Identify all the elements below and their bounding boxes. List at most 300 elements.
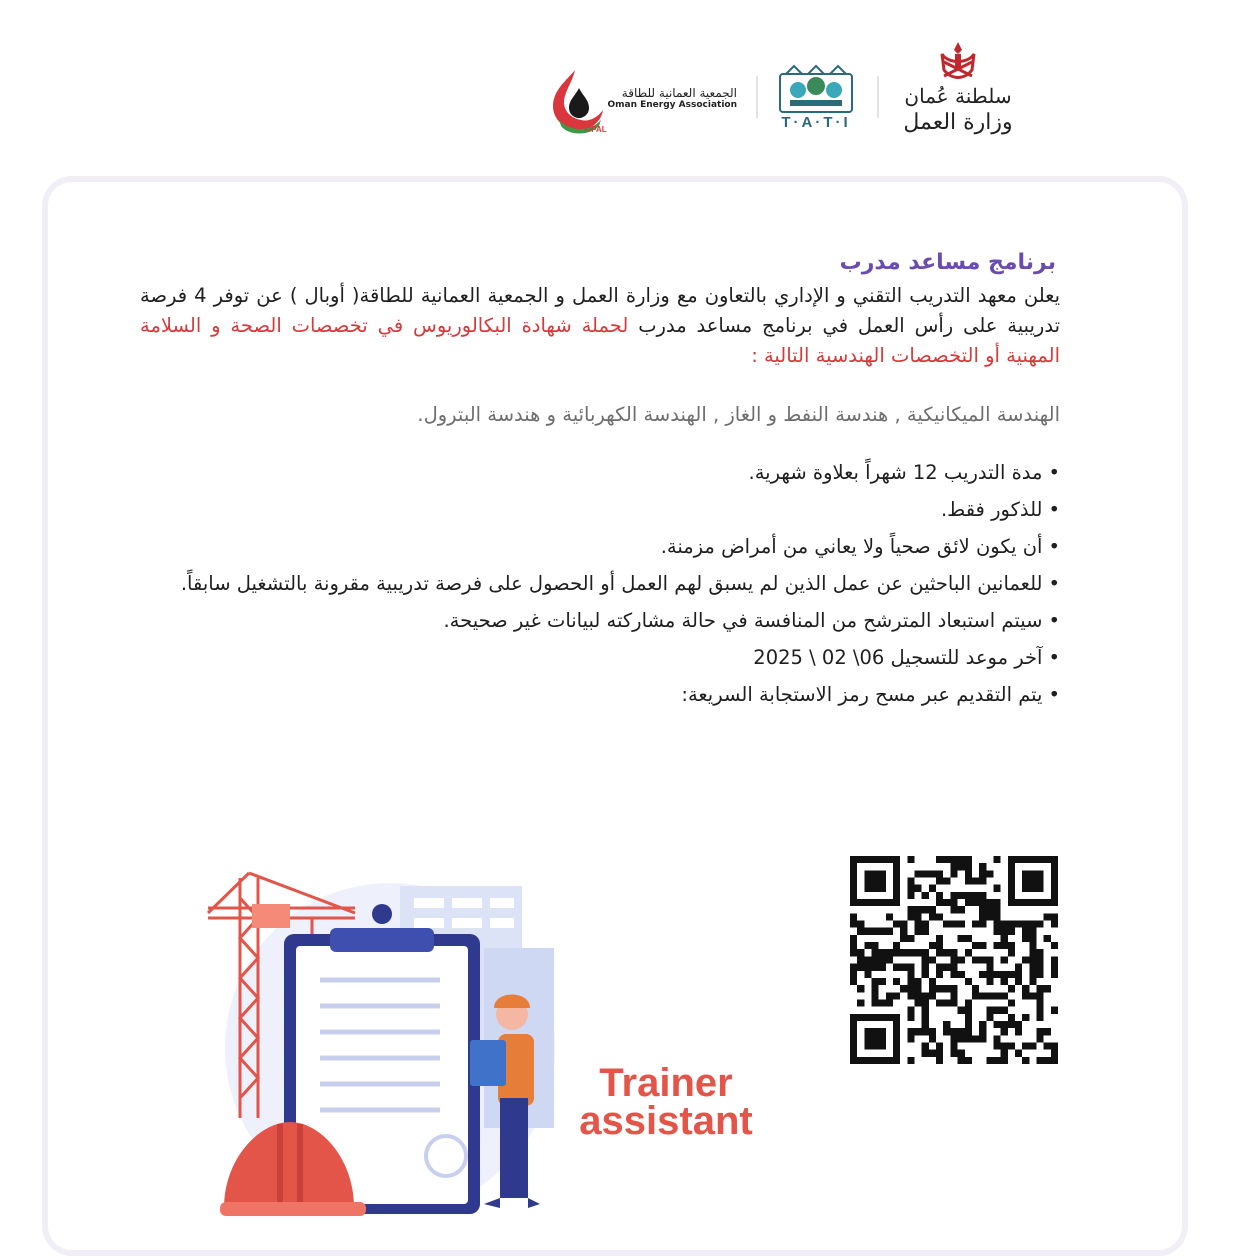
qr-module (857, 985, 864, 992)
qr-module (950, 906, 957, 913)
qr-module (943, 1028, 950, 1035)
qr-module (972, 892, 979, 899)
qr-module (879, 856, 886, 863)
qr-module (879, 1057, 886, 1064)
qr-module (929, 870, 936, 877)
qr-module (936, 870, 943, 877)
qr-module (958, 1035, 965, 1042)
qr-module (1008, 971, 1015, 978)
qr-module (943, 878, 950, 885)
qr-module (922, 971, 929, 978)
qr-module (857, 999, 864, 1006)
qr-module (1036, 949, 1043, 956)
qr-module (872, 964, 879, 971)
qr-module (850, 971, 857, 978)
condition-text: سيتم استبعاد المترشح من المنافسة في حالة مشاركته لبيانات غير صحيحة. (443, 609, 1043, 632)
qr-module (972, 985, 979, 992)
qr-module (1029, 1042, 1036, 1049)
qr-module (893, 899, 900, 906)
qr-module (893, 863, 900, 870)
qr-module (915, 1028, 922, 1035)
post-content (140, 250, 1060, 715)
qr-module (950, 971, 957, 978)
qr-module (965, 870, 972, 877)
qr-module (1029, 921, 1036, 928)
qr-module (979, 863, 986, 870)
qr-module (1001, 928, 1008, 935)
qr-module (972, 942, 979, 949)
opal-name-ar: الجمعية العمانية للطاقة (621, 86, 737, 100)
qr-module (1036, 856, 1043, 863)
qr-module (950, 964, 957, 971)
qr-module (1001, 956, 1008, 963)
qr-module (965, 1014, 972, 1021)
qr-module (907, 906, 914, 913)
qr-module (993, 1042, 1000, 1049)
qr-module (972, 878, 979, 885)
qr-module (950, 863, 957, 870)
qr-module (857, 949, 864, 956)
qr-module (929, 1035, 936, 1042)
condition-text: يتم التقديم عبر مسح رمز الاستجابة السريعة: (681, 683, 1043, 706)
qr-module (950, 870, 957, 877)
qr-module (872, 956, 879, 963)
list-item (140, 604, 1060, 638)
qr-module (943, 949, 950, 956)
condition-text: مدة التدريب 12 شهراً بعلاوة شهرية. (748, 461, 1043, 484)
qr-module (979, 870, 986, 877)
post-intro (140, 281, 1060, 371)
qr-module (907, 1014, 914, 1021)
qr-module (850, 964, 857, 971)
qr-module (943, 964, 950, 971)
qr-module (1051, 885, 1058, 892)
qr-module (936, 964, 943, 971)
qr-module (879, 956, 886, 963)
qr-module (950, 1035, 957, 1042)
qr-module (950, 949, 957, 956)
qr-module (1036, 1035, 1043, 1042)
list-item (140, 493, 1060, 527)
qr-module (993, 899, 1000, 906)
qr-module (929, 978, 936, 985)
qr-module (850, 935, 857, 942)
qr-module (1036, 971, 1043, 978)
qr-module (1029, 899, 1036, 906)
qr-module (972, 992, 979, 999)
qr-module (893, 1028, 900, 1035)
qr-module (972, 899, 979, 906)
qr-module (900, 964, 907, 971)
qr-module (900, 985, 907, 992)
qr-module (915, 921, 922, 928)
qr-code-icon[interactable] (850, 856, 1058, 1064)
qr-module (1001, 1042, 1008, 1049)
qr-module (850, 921, 857, 928)
qr-module (993, 921, 1000, 928)
qr-module (1051, 964, 1058, 971)
qr-module (893, 856, 900, 863)
qr-module (1001, 978, 1008, 985)
qr-module (850, 863, 857, 870)
qr-module (907, 1035, 914, 1042)
qr-module (1044, 935, 1051, 942)
qr-module (1015, 1021, 1022, 1028)
qr-module (850, 1021, 857, 1028)
qr-module (1051, 878, 1058, 885)
qr-module (1029, 942, 1036, 949)
qr-module (936, 892, 943, 899)
qr-module (864, 1057, 871, 1064)
qr-module (864, 856, 871, 863)
qr-module (965, 999, 972, 1006)
qr-module (872, 878, 879, 885)
qr-module (1029, 971, 1036, 978)
qr-module (1036, 878, 1043, 885)
qr-module (1001, 1007, 1008, 1014)
qr-module (1008, 999, 1015, 1006)
qr-module (893, 892, 900, 899)
qr-module (936, 999, 943, 1006)
qr-module (986, 1014, 993, 1021)
qr-module (886, 999, 893, 1006)
illustration (200, 868, 580, 1228)
qr-module (993, 1035, 1000, 1042)
qr-module (1022, 899, 1029, 906)
qr-module (893, 1042, 900, 1049)
qr-module (1029, 935, 1036, 942)
qr-module (929, 885, 936, 892)
qr-module (993, 856, 1000, 863)
qr-module (1029, 964, 1036, 971)
qr-module (950, 892, 957, 899)
qr-module (872, 1042, 879, 1049)
qr-module (879, 978, 886, 985)
qr-module (1022, 856, 1029, 863)
qr-module (979, 878, 986, 885)
qr-module (872, 885, 879, 892)
qr-module (965, 899, 972, 906)
list-item (140, 530, 1060, 564)
qr-module (886, 856, 893, 863)
ministry-logo (896, 40, 1020, 140)
qr-module (907, 1057, 914, 1064)
qr-module (986, 899, 993, 906)
qr-module (907, 971, 914, 978)
list-item (140, 456, 1060, 490)
condition-text: للذكور فقط. (940, 498, 1043, 521)
qr-module (965, 856, 972, 863)
qr-module (979, 971, 986, 978)
qr-module (1029, 870, 1036, 877)
qr-module (1008, 870, 1015, 877)
qr-module (950, 992, 957, 999)
qr-module (950, 899, 957, 906)
qr-module (1036, 1014, 1043, 1021)
qr-module (857, 1014, 864, 1021)
qr-module (922, 921, 929, 928)
qr-module (958, 892, 965, 899)
caption-line2: assistant (579, 1099, 753, 1143)
condition-text: آخر موعد للتسجيل 06\ 02 \ 2025 (753, 646, 1043, 669)
qr-module (1044, 856, 1051, 863)
qr-module (936, 985, 943, 992)
qr-module (922, 870, 929, 877)
qr-module (993, 942, 1000, 949)
qr-module (958, 863, 965, 870)
list-item (140, 567, 1060, 601)
qr-module (872, 928, 879, 935)
qr-module (864, 942, 871, 949)
qr-module (857, 921, 864, 928)
qr-module (922, 1007, 929, 1014)
qr-module (907, 935, 914, 942)
qr-module (1051, 913, 1058, 920)
qr-module (872, 1028, 879, 1035)
qr-module (922, 1028, 929, 1035)
qr-module (1022, 921, 1029, 928)
qr-module (993, 885, 1000, 892)
qr-module (872, 899, 879, 906)
qr-module (879, 878, 886, 885)
qr-module (1008, 942, 1015, 949)
qr-module (958, 956, 965, 963)
qr-module (922, 956, 929, 963)
qr-module (979, 1035, 986, 1042)
qr-module (993, 992, 1000, 999)
qr-module (979, 1021, 986, 1028)
qr-module (993, 913, 1000, 920)
qr-module (872, 856, 879, 863)
qr-module (1036, 992, 1043, 999)
qr-module (915, 913, 922, 920)
qr-module (893, 942, 900, 949)
header-divider (877, 76, 879, 118)
qr-module (886, 1057, 893, 1064)
qr-module (872, 985, 879, 992)
qr-module (893, 921, 900, 928)
qr-module (1051, 1042, 1058, 1049)
qr-module (986, 913, 993, 920)
qr-module (1044, 1057, 1051, 1064)
qr-module (872, 1035, 879, 1042)
qr-module (965, 1035, 972, 1042)
qr-module (879, 1035, 886, 1042)
qr-module (872, 870, 879, 877)
tati-logo-icon (776, 64, 856, 114)
qr-module (986, 971, 993, 978)
bullet-icon: • (1048, 535, 1060, 558)
qr-module (850, 1035, 857, 1042)
intro-text: يعلن معهد التدريب التقني و الإداري بالتعاون مع وزارة العمل و الجمعية العمانية للطاقة( أوبال ) عن توفر 4 فرصة تدريبية على رأس العمل في برنامج مساعد مدرب (140, 284, 1060, 337)
qr-module (1008, 949, 1015, 956)
qr-module (1015, 921, 1022, 928)
qr-module (915, 978, 922, 985)
trainer-caption (556, 1061, 776, 1143)
qr-module (879, 870, 886, 877)
qr-module (993, 1007, 1000, 1014)
qr-module (1001, 935, 1008, 942)
qr-module (1022, 956, 1029, 963)
intro-highlight: لحملة شهادة البكالوريوس في تخصصات الصحة و السلامة المهنية أو التخصصات الهندسية التالية : (140, 314, 1060, 367)
qr-module (1029, 885, 1036, 892)
qr-module (958, 935, 965, 942)
qr-module (929, 956, 936, 963)
qr-module (1051, 921, 1058, 928)
qr-module (879, 1042, 886, 1049)
qr-module (972, 1035, 979, 1042)
qr-module (965, 949, 972, 956)
qr-module (936, 1057, 943, 1064)
qr-module (1036, 985, 1043, 992)
qr-module (1051, 971, 1058, 978)
qr-module (907, 992, 914, 999)
qr-module (1044, 899, 1051, 906)
qr-module (872, 999, 879, 1006)
qr-module (1044, 1042, 1051, 1049)
qr-module (850, 878, 857, 885)
qr-module (1001, 1057, 1008, 1064)
qr-module (1051, 942, 1058, 949)
qr-module (893, 1057, 900, 1064)
qr-module (936, 942, 943, 949)
qr-module (893, 870, 900, 877)
qr-module (864, 971, 871, 978)
qr-module (950, 921, 957, 928)
qr-module (900, 949, 907, 956)
qr-module (1036, 1057, 1043, 1064)
qr-module (929, 985, 936, 992)
qr-module (1044, 985, 1051, 992)
conditions-list (140, 456, 1060, 712)
qr-module (1022, 885, 1029, 892)
qr-module (950, 856, 957, 863)
qr-module (907, 913, 914, 920)
qr-module (1015, 978, 1022, 985)
qr-module (850, 899, 857, 906)
qr-module (1008, 856, 1015, 863)
qr-module (936, 899, 943, 906)
qr-module (857, 856, 864, 863)
qr-module (907, 856, 914, 863)
qr-module (922, 892, 929, 899)
qr-module (850, 913, 857, 920)
qr-module (893, 1021, 900, 1028)
bullet-icon: • (1048, 683, 1060, 706)
qr-module (1022, 935, 1029, 942)
opal-logo-icon (545, 66, 607, 134)
qr-module (929, 1028, 936, 1035)
qr-module (1015, 971, 1022, 978)
qr-module (1008, 1021, 1015, 1028)
qr-module (979, 892, 986, 899)
qr-module (950, 985, 957, 992)
qr-module (1022, 1057, 1029, 1064)
qr-module (972, 956, 979, 963)
qr-module (850, 1050, 857, 1057)
qr-module (864, 885, 871, 892)
qr-module (900, 935, 907, 942)
qr-module (1001, 992, 1008, 999)
qr-module (986, 978, 993, 985)
qr-module (907, 885, 914, 892)
qr-module (979, 899, 986, 906)
header-divider (756, 76, 758, 118)
qr-module (1008, 892, 1015, 899)
qr-module (943, 1021, 950, 1028)
qr-module (886, 949, 893, 956)
qr-module (907, 964, 914, 971)
qr-module (936, 935, 943, 942)
qr-module (965, 1007, 972, 1014)
qr-module (1022, 928, 1029, 935)
ministry-line2: وزارة العمل (903, 110, 1013, 135)
qr-module (864, 878, 871, 885)
opal-logo (545, 66, 745, 136)
condition-text: للعمانين الباحثين عن عمل الذين لم يسبق لهم العمل أو الحصول على فرصة تدريبية مقرونة بالتشغيل سابقاً. (180, 572, 1043, 595)
qr-module (950, 956, 957, 963)
qr-module (1051, 956, 1058, 963)
qr-module (864, 870, 871, 877)
post-title: برنامج مساعد مدرب (839, 250, 1056, 275)
qr-module (965, 1021, 972, 1028)
qr-module (979, 992, 986, 999)
qr-module (1008, 878, 1015, 885)
qr-module (1051, 1007, 1058, 1014)
qr-module (893, 1014, 900, 1021)
qr-module (1001, 921, 1008, 928)
qr-module (936, 856, 943, 863)
bullet-icon: • (1048, 646, 1060, 669)
qr-module (1022, 878, 1029, 885)
opal-name-en: Oman Energy Association (607, 100, 737, 110)
qr-module (907, 1028, 914, 1035)
qr-module (893, 885, 900, 892)
bullet-icon: • (1048, 461, 1060, 484)
qr-module (907, 949, 914, 956)
qr-module (1015, 899, 1022, 906)
qr-module (943, 856, 950, 863)
qr-module (972, 921, 979, 928)
qr-module (879, 899, 886, 906)
bullet-icon: • (1048, 498, 1060, 521)
qr-module (864, 1014, 871, 1021)
qr-module (893, 1050, 900, 1057)
qr-module (1029, 992, 1036, 999)
bullet-icon: • (1048, 572, 1060, 595)
qr-module (958, 921, 965, 928)
crane-cabin (252, 904, 290, 928)
qr-module (1044, 1028, 1051, 1035)
qr-module (1051, 856, 1058, 863)
qr-module (850, 1014, 857, 1021)
qr-module (907, 1007, 914, 1014)
qr-module (979, 1028, 986, 1035)
qr-module (958, 1050, 965, 1057)
qr-module (1001, 1050, 1008, 1057)
qr-module (879, 1028, 886, 1035)
qr-module (886, 956, 893, 963)
qr-module (993, 1021, 1000, 1028)
qr-module (879, 928, 886, 935)
qr-module (1044, 913, 1051, 920)
qr-module (986, 870, 993, 877)
qr-module (857, 956, 864, 963)
qr-module (1001, 942, 1008, 949)
qr-module (1036, 885, 1043, 892)
qr-module (893, 949, 900, 956)
qr-module (850, 885, 857, 892)
